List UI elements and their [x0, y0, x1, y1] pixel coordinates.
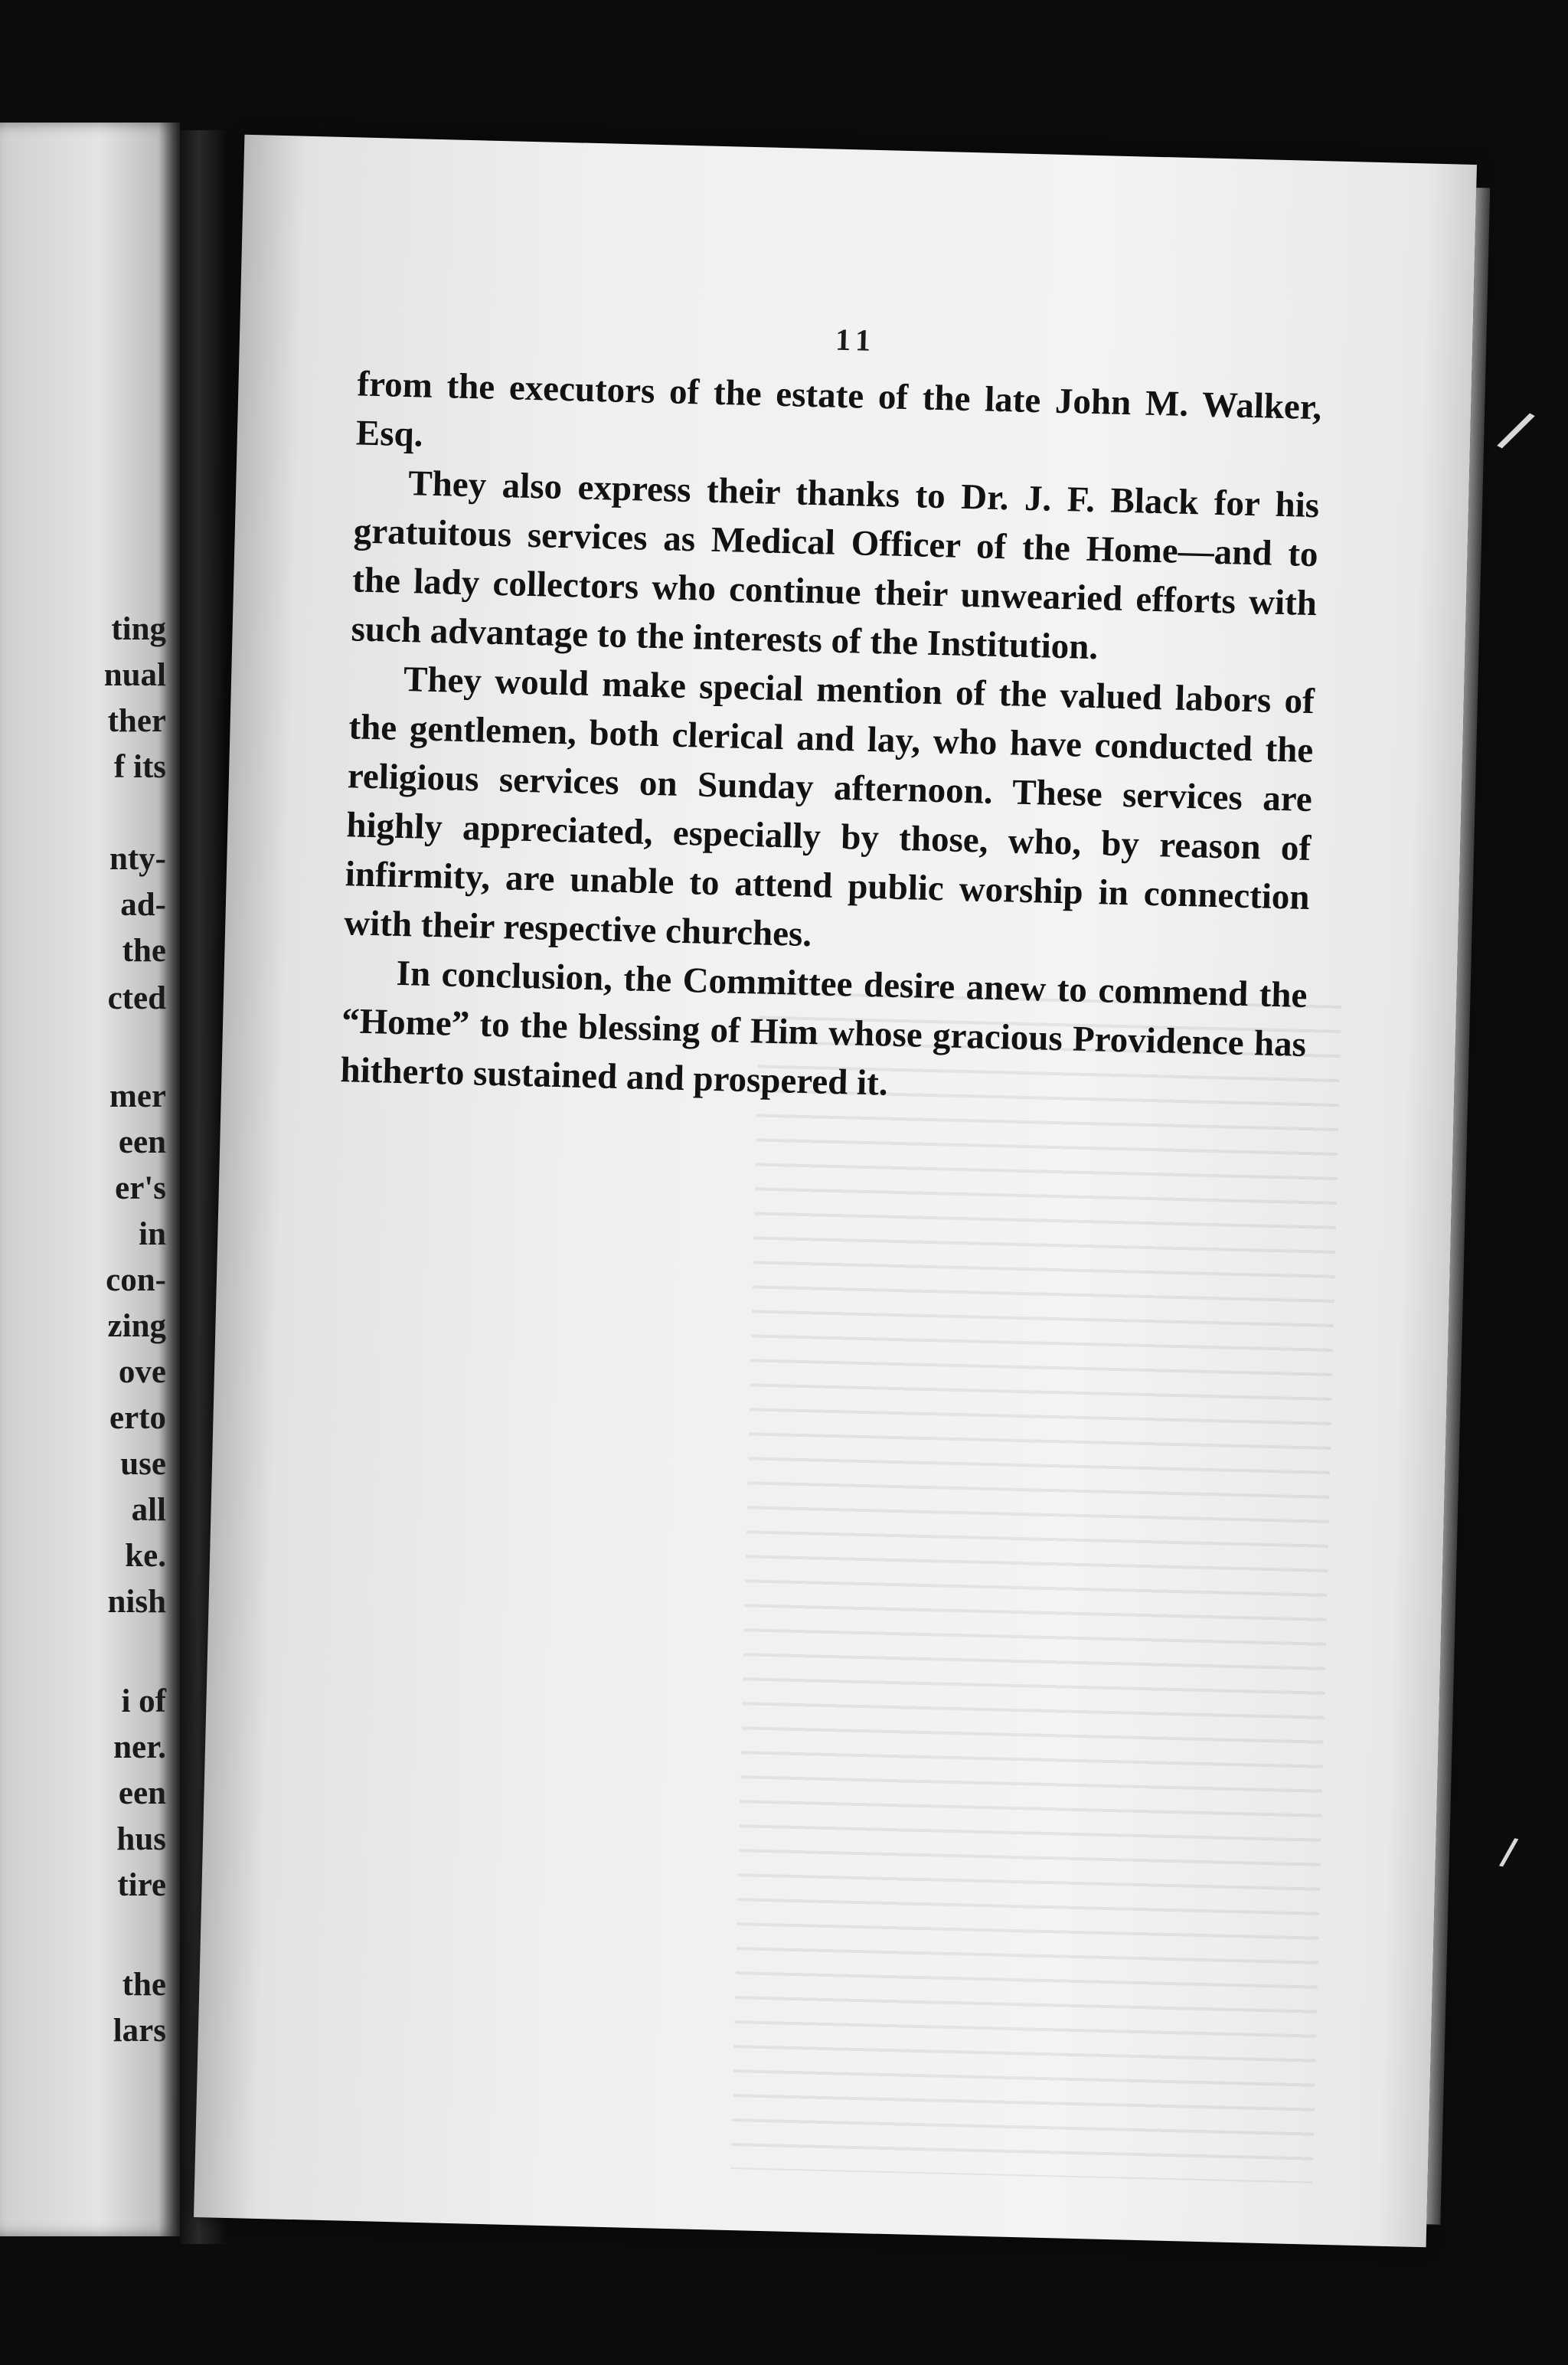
left-page-fragment: con- [106, 1262, 166, 1298]
left-page-fragment: ner. [113, 1729, 166, 1765]
left-page-fragment: i of [121, 1683, 166, 1719]
show-through-texture [731, 975, 1342, 2183]
page-edge-shadow [1426, 188, 1490, 2225]
left-page-fragment: lars [113, 2013, 166, 2049]
scan-artifact-mark: / [1493, 397, 1540, 463]
left-page-fragment: ad- [120, 887, 166, 923]
page-number: 11 [835, 322, 877, 358]
body-text [340, 359, 1322, 1117]
left-page-fragment: ove [118, 1354, 166, 1390]
left-facing-page [0, 123, 180, 2236]
left-page-fragment: zing [107, 1308, 166, 1344]
paragraph-2: They also express their thanks to Dr. J. F. Black for his gratuitous services as Medical Officer of the Home—and to the lady collectors who continue their unwearied efforts with such advantage to the interests of the Institution. [351, 463, 1320, 668]
left-page-fragment: nish [107, 1584, 166, 1620]
paragraph-3: They would make special mention of the valued labors of the gentlemen, both clerical and lay, who have conducted the religious services on Sunday afternoon. These services are highly appreciated, especially by those, who, by reason of infirmity, are unable to attend public worship in connection with their respective churches. [343, 659, 1315, 955]
left-page-fragment: ke. [125, 1538, 166, 1574]
left-page-fragment: cted [107, 980, 166, 1016]
left-page-fragment: all [131, 1492, 166, 1528]
left-page-fragment: the [122, 933, 166, 969]
left-page-fragment: nty- [109, 841, 166, 877]
left-page-fragment: een [118, 1775, 166, 1811]
left-page-fragment: erto [109, 1400, 166, 1436]
left-page-fragment: f its [113, 749, 166, 785]
left-page-fragment: ther [107, 703, 166, 739]
left-page-fragment: nual [103, 657, 166, 693]
left-page-fragment: the [122, 1967, 166, 2003]
left-page-fragment: tire [117, 1867, 166, 1903]
paragraph-1: from the executors of the estate of the late John M. Walker, Esq. [355, 364, 1322, 455]
scan-artifact-mark: / [1498, 1829, 1521, 1875]
paragraph-4: In conclusion, the Committee desire anew to commend the “Home” to the blessing of Him whose gracious Providence has hitherto sustained and prospered it. [340, 953, 1308, 1104]
left-page-fragment: hus [116, 1821, 166, 1857]
left-page-fragment: mer [109, 1078, 166, 1114]
document-page [194, 135, 1477, 2248]
left-page-fragment: in [139, 1216, 166, 1252]
left-page-fragment: er's [115, 1170, 166, 1206]
left-page-fragment: ting [111, 611, 166, 647]
left-page-fragment: use [120, 1446, 166, 1482]
left-page-fragment: een [118, 1124, 166, 1160]
